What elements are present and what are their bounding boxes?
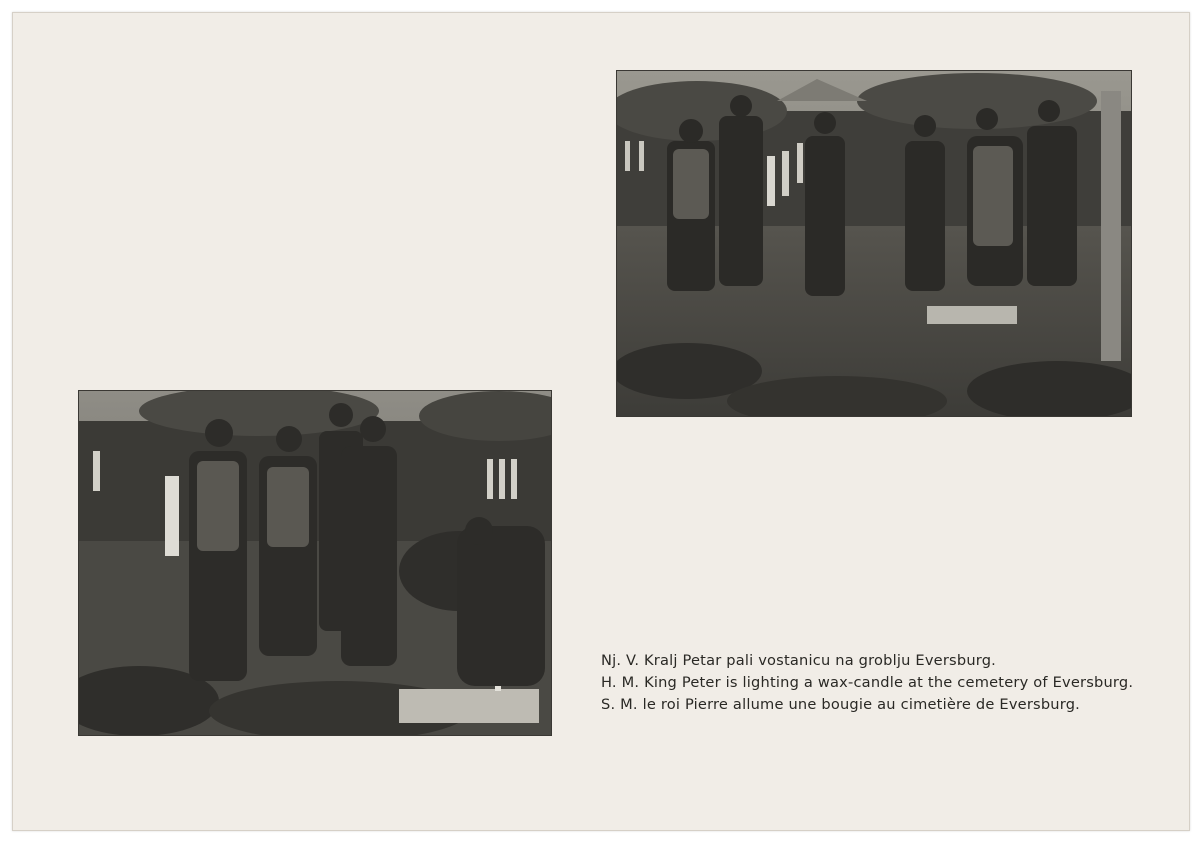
caption-serbian: Nj. V. Kralj Petar pali vostanicu na groblju Eversburg. — [601, 652, 997, 669]
cemetery-group-photo — [617, 71, 1131, 416]
caption-french: S. M. le roi Pierre allume une bougie au cimetière de Eversburg. — [601, 696, 1081, 713]
cemetery-group-photo-image — [617, 71, 1131, 416]
king-lighting-candle-photo — [79, 391, 551, 735]
caption-english: H. M. King Peter is lighting a wax-candle at the cemetery of Eversburg. — [601, 674, 1134, 691]
king-lighting-candle-photo-image — [79, 391, 551, 735]
photo-caption — [601, 653, 1141, 719]
album-page — [12, 12, 1190, 831]
